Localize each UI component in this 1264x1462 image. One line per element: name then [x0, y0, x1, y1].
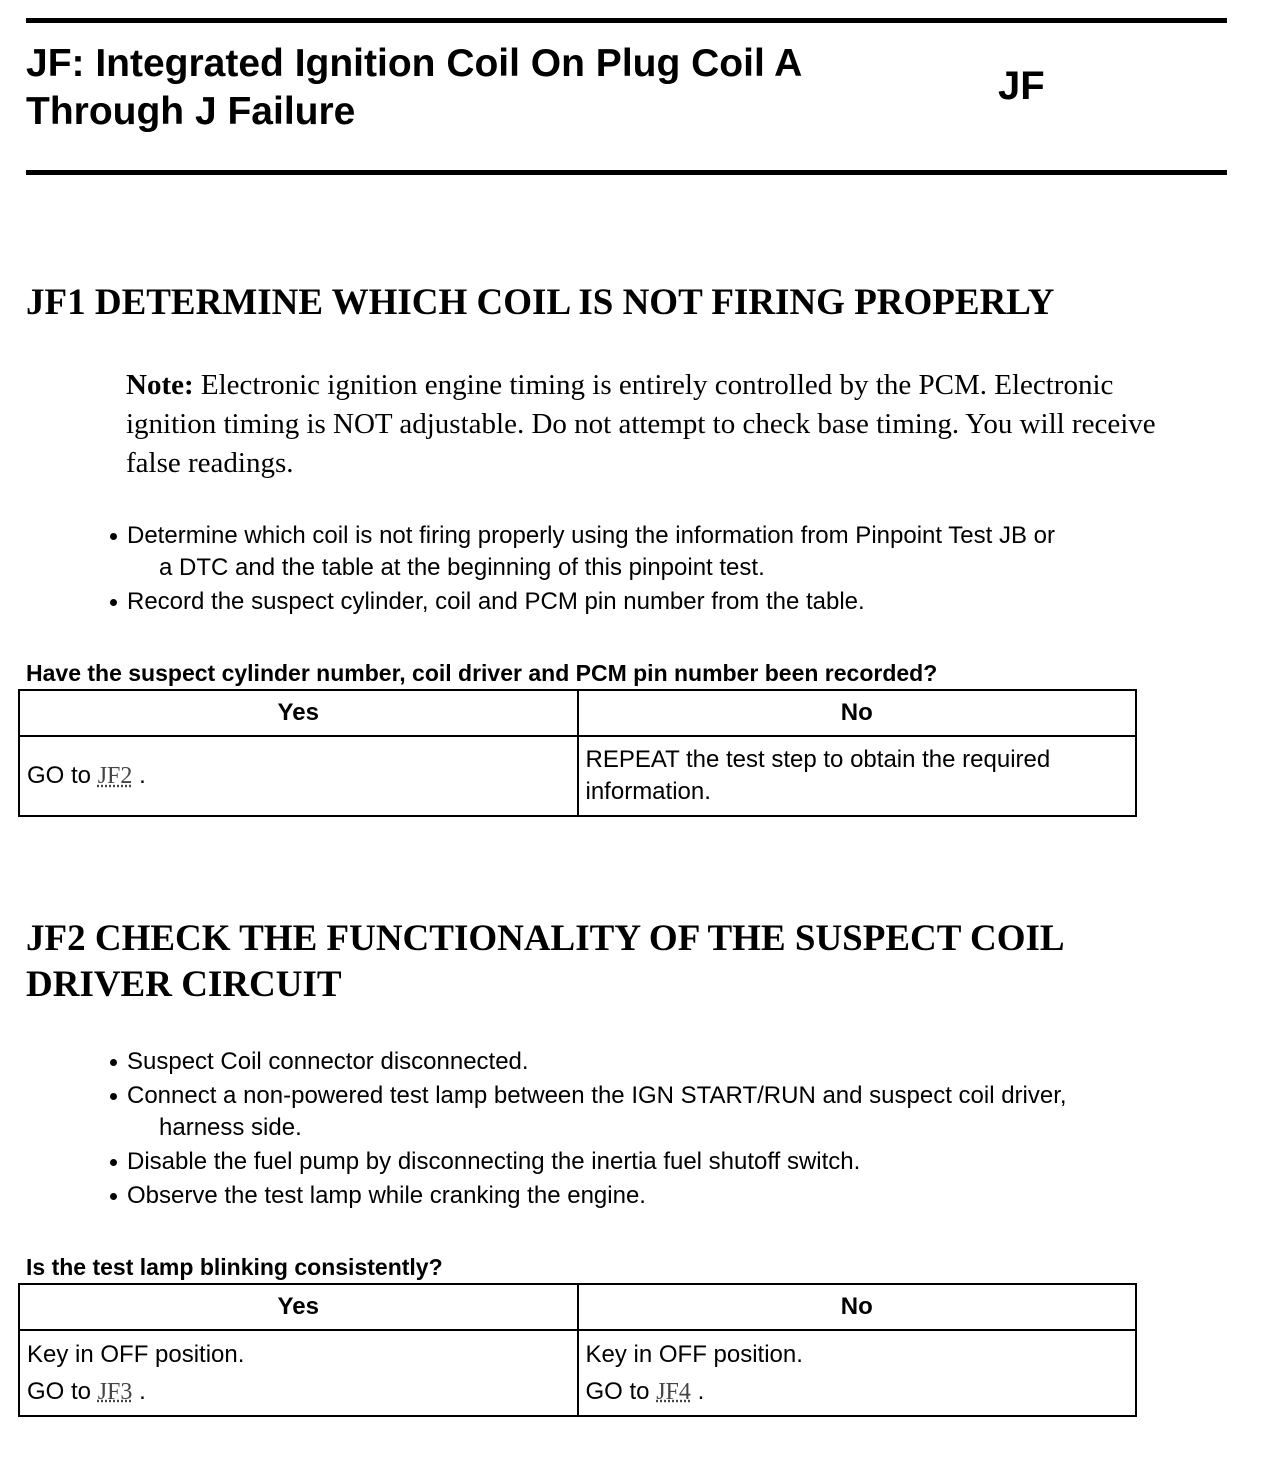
header-bottom-rule [26, 170, 1227, 175]
table-header-row [19, 690, 1136, 736]
step2-heading-line1: JF2 CHECK THE FUNCTIONALITY OF THE SUSPECT COIL [26, 918, 1065, 959]
bullet-text: Record the suspect cylinder, coil and PCM pin number from the table. [127, 588, 865, 615]
header-top-rule [26, 18, 1227, 23]
page-title-line2: Through J Failure [26, 90, 356, 133]
no-action-line1: Key in OFF position. [585, 1340, 803, 1368]
step2-result-table [18, 1283, 1137, 1417]
bullet-text: Determine which coil is not firing properly using the information from Pinpoint Test JB or [127, 522, 1055, 549]
list-item [108, 1046, 1238, 1078]
step2-bullet-list [108, 1046, 1238, 1214]
table-row [19, 1330, 1136, 1416]
link-jf2[interactable]: JF2 [97, 763, 133, 789]
step2-question: Is the test lamp blinking consistently? [26, 1254, 443, 1280]
bullet-icon [110, 1193, 117, 1200]
step1-note [126, 366, 1166, 483]
page-code: JF [998, 64, 1045, 108]
table-header-row [19, 1284, 1136, 1330]
yes-action-line1: Key in OFF position. [27, 1340, 245, 1368]
yes-suffix: . [139, 1377, 146, 1405]
no-action: GO to [585, 1377, 650, 1405]
step1-heading: JF1 DETERMINE WHICH COIL IS NOT FIRING PROPERLY [26, 282, 1055, 323]
bullet-text: Observe the test lamp while cranking the engine. [127, 1182, 646, 1209]
yes-header: Yes [19, 690, 578, 736]
step1-result-table [18, 689, 1137, 817]
step2-heading [26, 916, 1226, 1008]
step1-bullet-list [108, 520, 1228, 620]
yes-suffix: . [139, 762, 146, 789]
bullet-text-continued: a DTC and the table at the beginning of this pinpoint test. [159, 554, 765, 581]
link-jf4[interactable]: JF4 [656, 1378, 691, 1405]
note-text: Electronic ignition engine timing is entirely controlled by the PCM. Electronic ignition timing is NOT adjustable. Do not attempt to check base timing. You will receive false readings. [126, 369, 1156, 479]
yes-action: GO to [27, 762, 92, 789]
step1-question: Have the suspect cylinder number, coil driver and PCM pin number been recorded? [26, 660, 938, 686]
bullet-text-continued: harness side. [159, 1114, 302, 1141]
list-item [108, 586, 1228, 618]
link-jf3[interactable]: JF3 [97, 1378, 133, 1405]
bullet-icon [110, 599, 117, 606]
bullet-text: Connect a non-powered test lamp between the IGN START/RUN and suspect coil driver, [127, 1082, 1067, 1109]
note-label: Note: [126, 369, 194, 401]
list-item [108, 1080, 1238, 1144]
step2-heading-line2: DRIVER CIRCUIT [26, 964, 342, 1005]
bullet-icon [110, 1159, 117, 1166]
no-header: No [578, 1284, 1137, 1330]
no-action-line1: REPEAT the test step to obtain the required [585, 746, 1051, 773]
no-cell [578, 736, 1137, 816]
page-title [26, 40, 906, 136]
yes-cell [19, 736, 578, 816]
no-suffix: . [697, 1377, 705, 1405]
page-title-line1: JF: Integrated Ignition Coil On Plug Coil A [26, 42, 803, 85]
bullet-text: Suspect Coil connector disconnected. [127, 1048, 529, 1075]
list-item [108, 1180, 1238, 1212]
bullet-icon [110, 1059, 117, 1066]
table-row [19, 736, 1136, 816]
bullet-text: Disable the fuel pump by disconnecting the inertia fuel shutoff switch. [127, 1148, 861, 1175]
list-item [108, 520, 1228, 584]
list-item [108, 1146, 1238, 1178]
bullet-icon [110, 533, 117, 540]
no-cell [578, 1330, 1137, 1416]
no-action-line2: information. [585, 778, 711, 805]
no-header: No [578, 690, 1137, 736]
yes-cell [19, 1330, 578, 1416]
yes-header: Yes [19, 1284, 578, 1330]
bullet-icon [110, 1093, 117, 1100]
yes-action: GO to [27, 1377, 92, 1405]
